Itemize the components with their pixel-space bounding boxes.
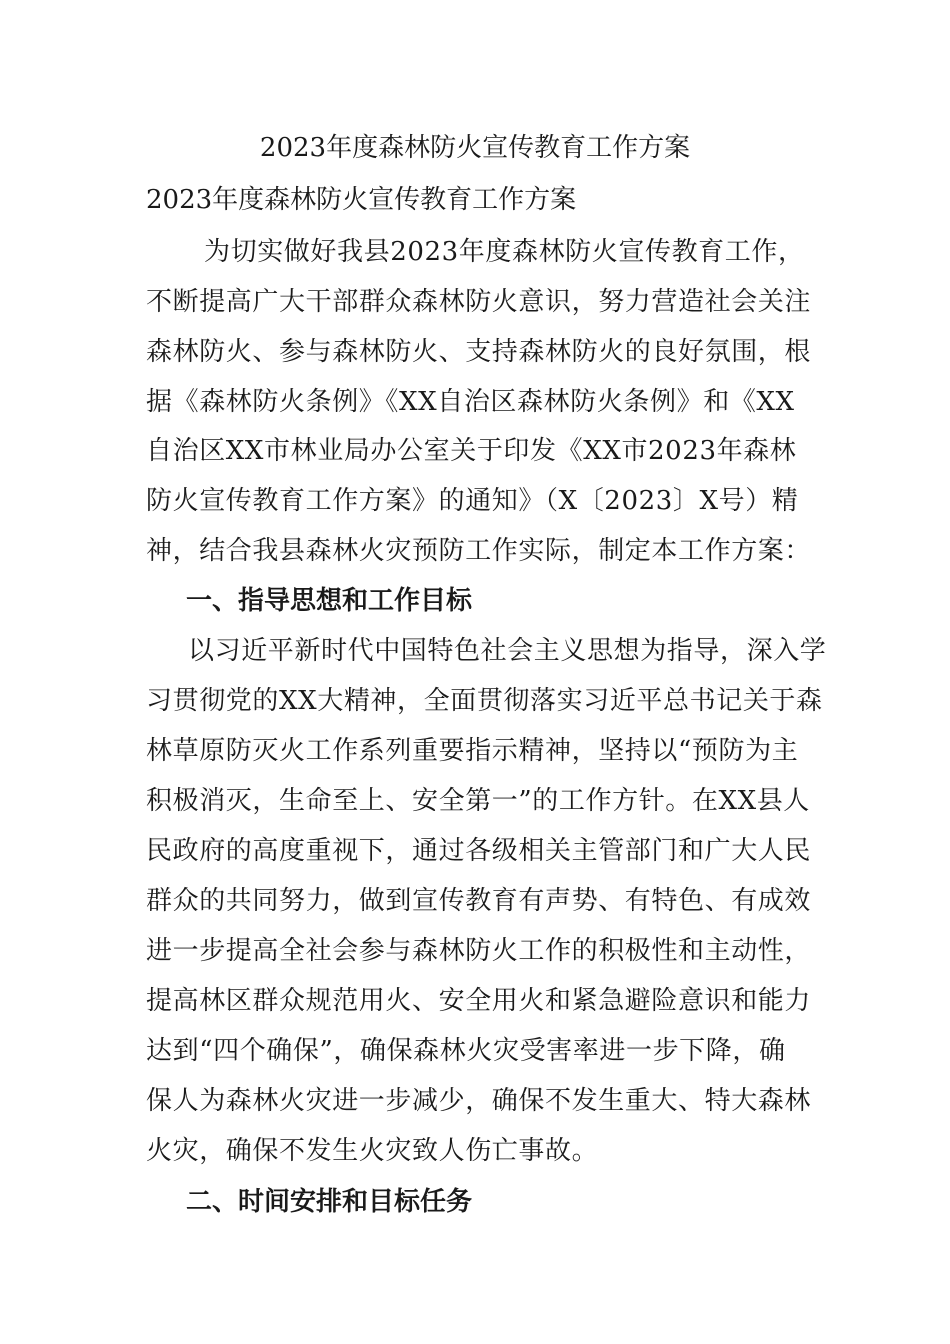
document-subtitle: 2023年度森林防火宣传教育工作方案 <box>146 185 577 215</box>
paragraph-1-line: 防火宣传教育工作方案》的通知》（X〔2023〕X号）精 <box>146 486 799 516</box>
section-1-heading: 一、指导思想和工作目标 <box>186 586 473 616</box>
paragraph-2-line: 积极消灭，生命至上、安全第一”的工作方针。在XX县人 <box>146 786 810 816</box>
paragraph-1-line: 森林防火、参与森林防火、支持森林防火的良好氛围，根 <box>146 337 812 367</box>
paragraph-1-line: 神，结合我县森林火灾预防工作实际，制定本工作方案： <box>146 536 812 566</box>
paragraph-2-line: 保人为森林火灾进一步减少，确保不发生重大、特大森林 <box>146 1086 812 1116</box>
paragraph-1-line: 自治区XX市林业局办公室关于印发《XX市2023年森林 <box>146 436 797 466</box>
section-2-heading: 二、时间安排和目标任务 <box>186 1187 473 1217</box>
paragraph-2-line: 民政府的高度重视下，通过各级相关主管部门和广大人民 <box>146 836 812 866</box>
paragraph-2-line: 进一步提高全社会参与森林防火工作的积极性和主动性， <box>146 936 812 966</box>
paragraph-1-line: 为切实做好我县2023年度森林防火宣传教育工作， <box>204 237 805 267</box>
document-title: 2023年度森林防火宣传教育工作方案 <box>259 133 691 163</box>
paragraph-2-line: 林草原防灭火工作系列重要指示精神，坚持以“预防为主 <box>146 736 799 766</box>
paragraph-2-line: 以习近平新时代中国特色社会主义思想为指导，深入学 <box>188 636 827 666</box>
paragraph-2-line: 习贯彻党的XX大精神，全面贯彻落实习近平总书记关于森 <box>146 686 823 716</box>
paragraph-2-line: 火灾，确保不发生火灾致人伤亡事故。 <box>146 1136 599 1166</box>
paragraph-2-line: 提高林区群众规范用火、安全用火和紧急避险意识和能力 <box>146 986 812 1016</box>
paragraph-2-line: 达到“四个确保”，确保森林火灾受害率进一步下降，确 <box>146 1036 786 1066</box>
paragraph-1-line: 不断提高广大干部群众森林防火意识，努力营造社会关注 <box>146 287 812 317</box>
paragraph-2-line: 群众的共同努力，做到宣传教育有声势、有特色、有成效 <box>146 886 812 916</box>
paragraph-1-line: 据《森林防火条例》《XX自治区森林防火条例》和《XX <box>146 387 795 417</box>
